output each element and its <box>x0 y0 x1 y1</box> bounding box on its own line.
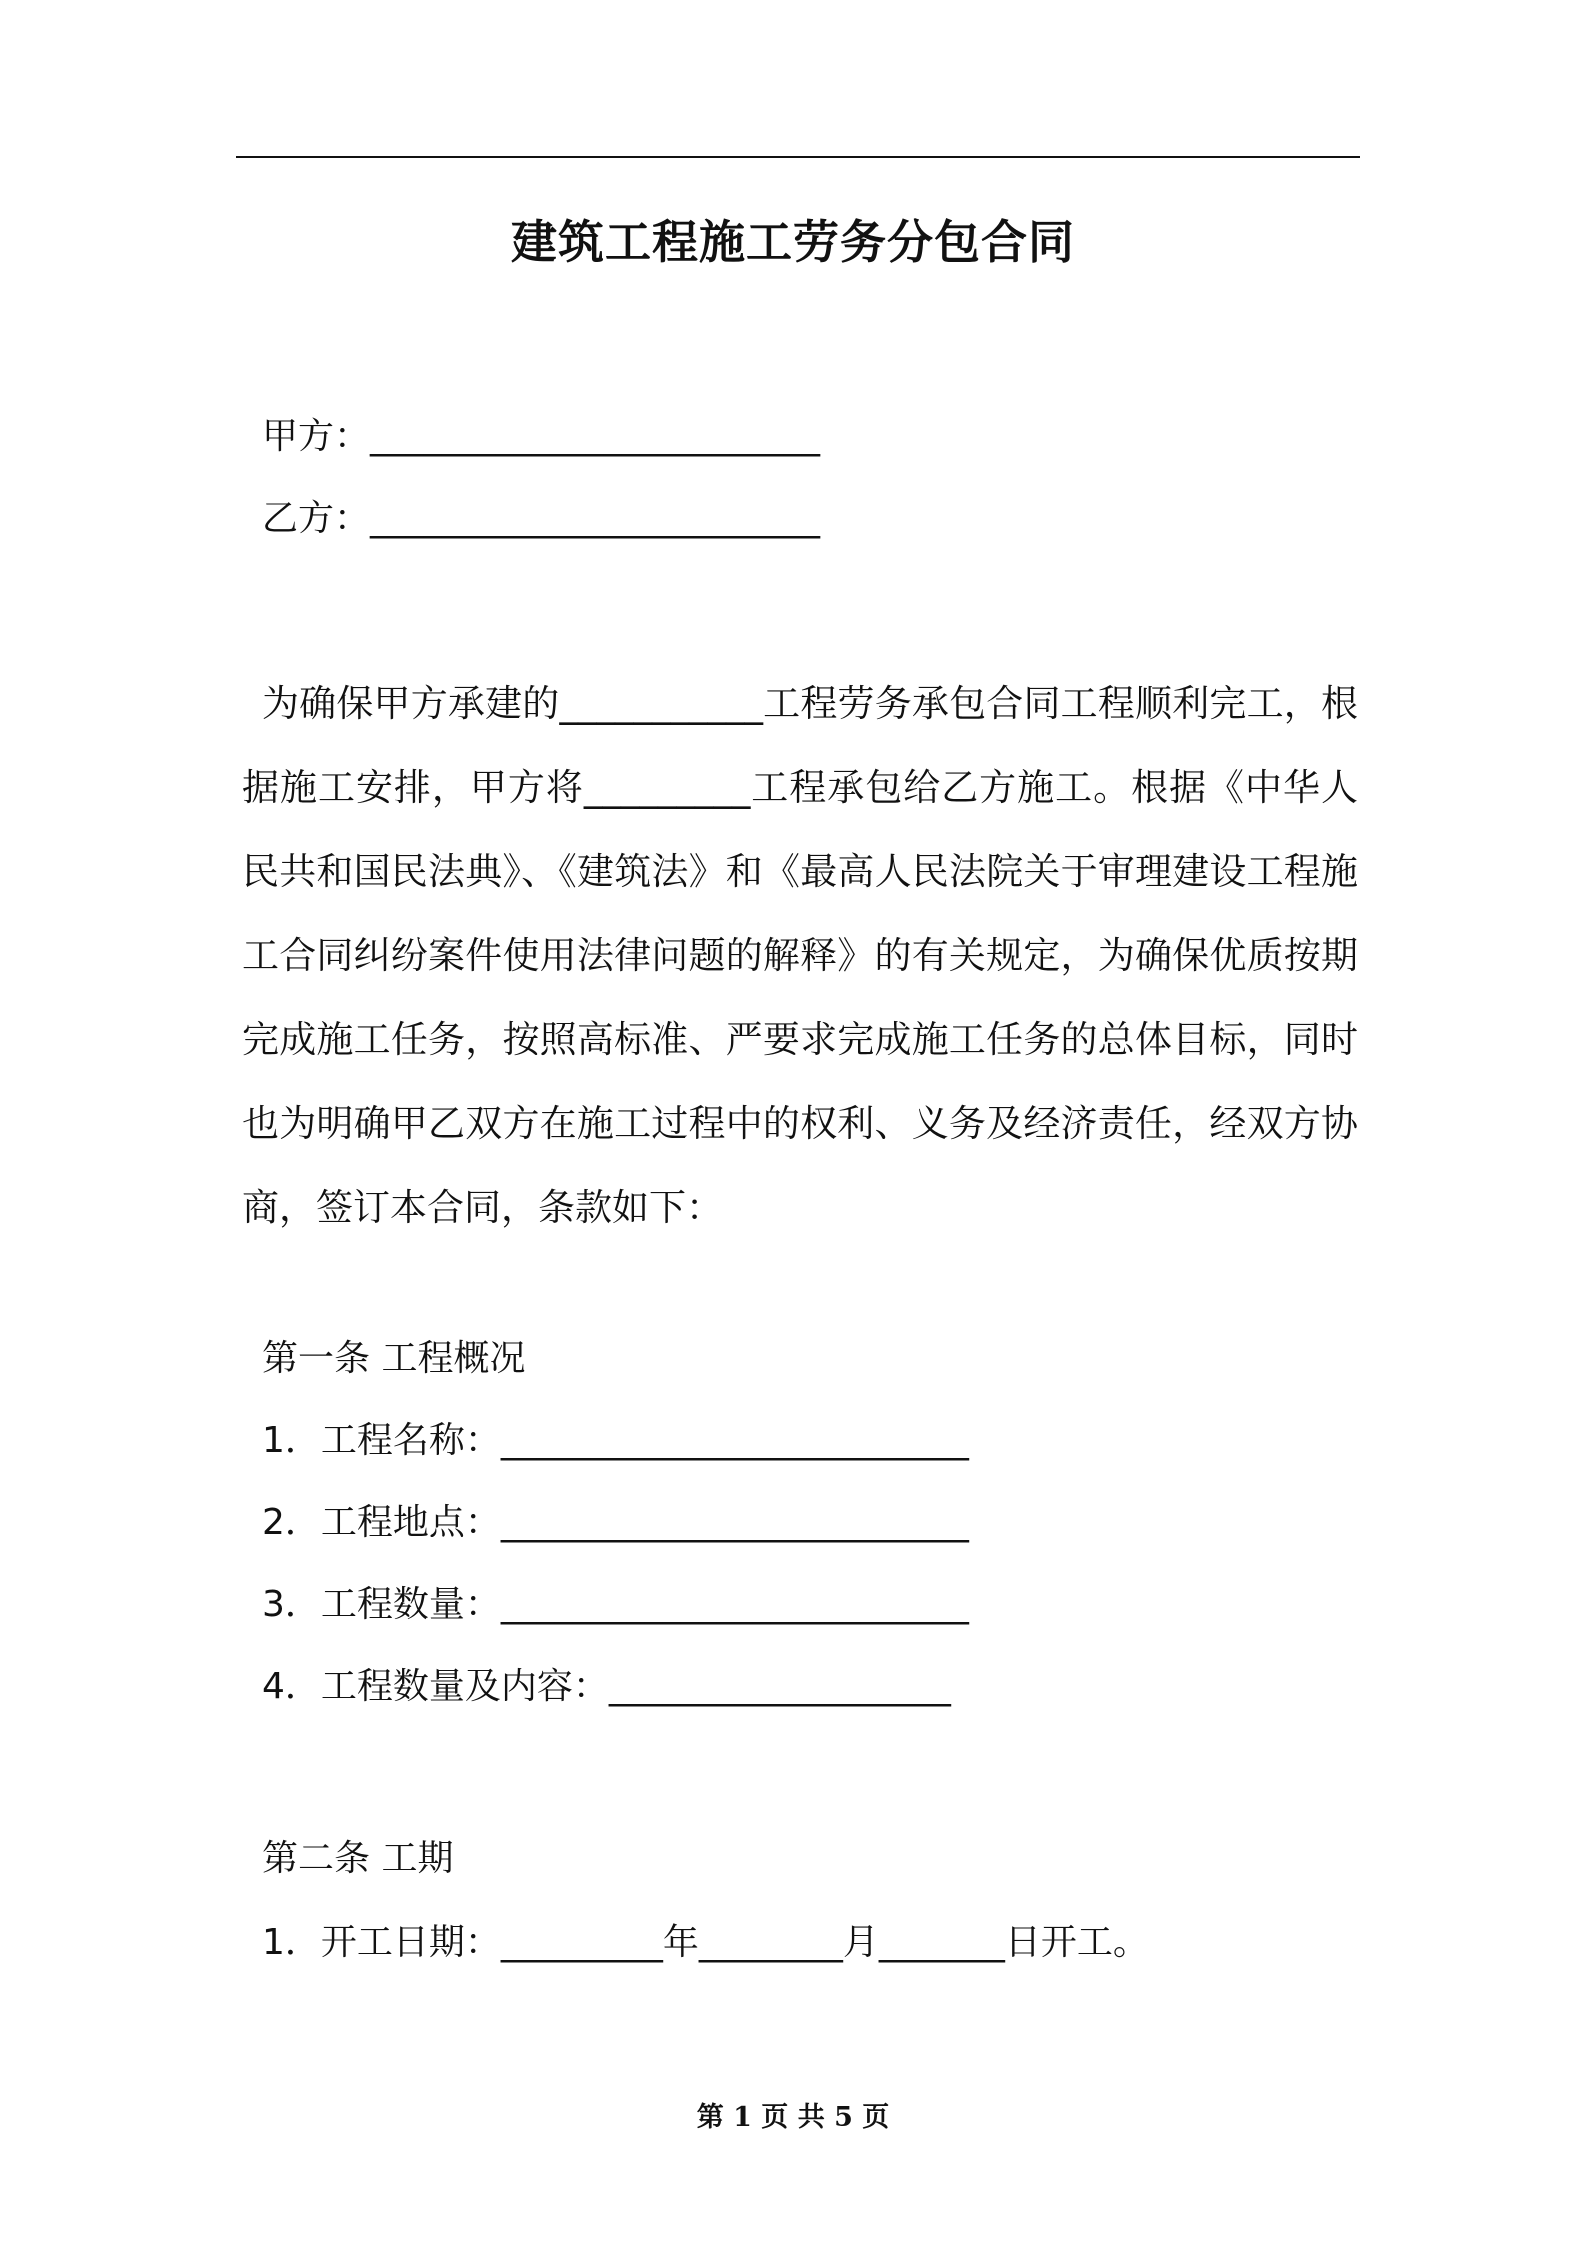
party-b-line: 乙方：_________________________ <box>262 498 821 539</box>
section-2-item-1: 1．开工日期：_________年________月_______日开工。 <box>262 1922 1149 1963</box>
section-1-item-1: 1．工程名称：__________________________ <box>262 1420 969 1461</box>
document-title: 建筑工程施工劳务分包合同 <box>511 215 1075 269</box>
section-1-heading: 第一条 工程概况 <box>262 1338 526 1379</box>
preamble-paragraph: 为确保甲方承建的___________工程劳务承包合同工程顺利完工，根据施工安排，甲方将_________工程承包给乙方施工。根据《中华人民共和国民法典》、《建筑法》和《最高人民法院关于审理建设工程施工合同纠纷案件使用法律问题的解释》的有关规定，为确保优质按期完成施工任务，按照高标准、严要求完成施工任务的总体目标，同时也为明确甲乙双方在施工过程中的权利、义务及经济责任，经双方协商，签订本合同，条款如下： <box>242 682 1358 1229</box>
section-1-item-4: 4．工程数量及内容：___________________ <box>262 1666 951 1707</box>
section-2-heading: 第二条 工期 <box>262 1838 454 1879</box>
header-rule <box>236 156 1360 158</box>
section-1-item-3: 3．工程数量：__________________________ <box>262 1584 969 1625</box>
section-1-item-2: 2．工程地点：__________________________ <box>262 1502 969 1543</box>
page-number-footer: 第 1 页 共 5 页 <box>696 2102 890 2133</box>
party-a-line: 甲方：_________________________ <box>262 416 821 457</box>
